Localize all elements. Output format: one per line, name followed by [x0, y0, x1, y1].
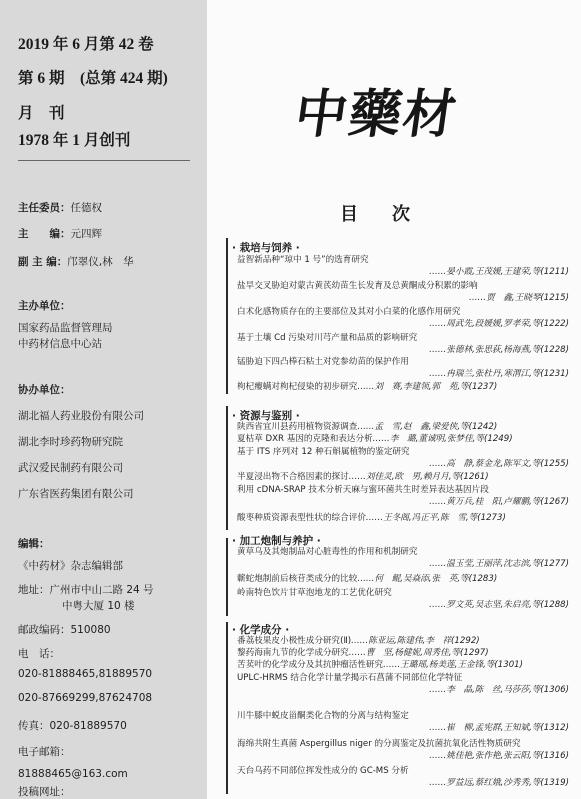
email-address[interactable]: 81888465@163.com — [18, 768, 128, 780]
toc-title: 目次 — [340, 204, 444, 225]
toc-entry[interactable]: 基于土壤 Cd 污染对川芎产量和品质的影响研究 ……张德林,张思荻,杨海燕,等(1228) — [237, 333, 569, 355]
toc-entry[interactable]: 海绵共附生真菌 Aspergillus niger 的分离鉴定及抗菌抗氧化活性物质研究 ……姚佳艳,张作艳,张云阳,等(1316) — [237, 739, 569, 761]
address-line-2: 中粤大厦 10 楼 — [62, 600, 135, 612]
section-heading: · 资源与鉴别 · — [232, 410, 300, 422]
toc-entry[interactable]: 盐旱交叉胁迫对蒙古黄芪幼苗生长发育及总黄酮成分积累的影响 ……贾 鑫,王晓琴(1215) — [237, 281, 569, 303]
editor-in-chief: 主 编：元四辉 — [18, 228, 102, 240]
phone-number: 020-81888465,81889570 — [18, 668, 153, 680]
publication-frequency: 月 刊 — [18, 105, 65, 122]
journal-logo: 中藥材 — [291, 84, 462, 145]
deputy-editor: 副 主 编：邝翠仪,林 华 — [18, 256, 134, 268]
toc-entry-authors: ……何 鲲,吴焱添,张 英,等(1283) — [357, 574, 498, 584]
email-label: 电子邮箱： — [18, 746, 71, 758]
editor-org: 《中药材》杂志编辑部 — [18, 560, 123, 572]
submission-site-label: 投稿网址： — [18, 786, 71, 798]
co-organizer: 湖北福人药业股份有限公司 — [18, 410, 144, 422]
toc-entry[interactable]: 蘄蛇炮制前后核苷类成分的比较……何 鲲,吴焱添,张 英,等(1283) — [237, 574, 498, 584]
toc-entry[interactable]: 利用 cDNA-SRAP 技术分析天麻与蜜环菌共生时差异表达基因片段 ……黄万兵,桂 阳,卢耀鹏,等(1267) — [237, 485, 569, 507]
co-organizer: 湖北李时珍药物研究院 — [18, 436, 123, 448]
toc-entry[interactable]: 黎药海南九节的化学成分研究……曹 坚,杨健妮,周秀佳,等(1297) — [237, 648, 489, 658]
section-bar — [226, 622, 228, 794]
phone-number: 020-87669299,87624708 — [18, 692, 153, 704]
toc-entry-authors: ……刘佳灵,欧 男,赖月月,等(1261) — [348, 472, 489, 482]
toc-entry-authors: ……曹 坚,杨健妮,周秀佳,等(1297) — [348, 648, 489, 658]
section-heading: · 化学成分 · — [232, 624, 290, 636]
section-heading: · 加工炮制与养护 · — [232, 535, 321, 547]
toc-entry[interactable]: 益智新品种“琼中 1 号”的选育研究 ……晏小霞,王茂媛,王建荣,等(1211) — [237, 255, 569, 277]
co-organizer-label: 协办单位： — [18, 384, 71, 396]
toc-entry[interactable]: 川牛膝中蜕皮甾酮类化合物的分离与结构鉴定 ……崔 柳,孟宪群,王知斌,等(1312) — [237, 711, 569, 733]
toc-entry-authors: ……李 璐,董诚明,张梦佳,等(1249) — [372, 434, 513, 444]
address: 地址：广州市中山二路 24 号 — [18, 584, 154, 596]
toc-entry[interactable]: 半夏浸出物不合格因素的探讨……刘佳灵,欧 男,赖月月,等(1261) — [237, 472, 489, 482]
phone-label: 电 话： — [18, 648, 60, 660]
section-heading: · 栽培与饲养 · — [232, 242, 300, 254]
issue-number: 第 6 期 (总第 424 期) — [18, 70, 168, 87]
toc-entry[interactable]: 基于 ITS 序列对 12 种石斛属植物的鉴定研究 ……高 静,蔡金龙,陈军文,等(1255) — [237, 447, 569, 469]
toc-entry[interactable]: 酸枣种质资源表型性状的综合评价……王冬阁,冯正平,陈 雪,等(1273) — [237, 513, 506, 523]
toc-entry-authors: ……王璐瑶,杨美莲,王金锋,等(1301) — [383, 660, 524, 670]
fax: 传真：020-81889570 — [18, 720, 127, 732]
divider — [18, 160, 190, 161]
left-info-column — [0, 0, 207, 799]
toc-entry[interactable]: 番荔枝果皮小极性成分研究(Ⅱ)……陈亚运,陈建伟,李 祥(1292) — [237, 636, 480, 646]
toc-entry[interactable]: 岭南特色饮片甘草泡地龙的工艺优化研究 ……罗文英,吴志坚,朱启亮,等(1288) — [237, 588, 569, 610]
postcode: 邮政编码：510080 — [18, 624, 111, 636]
toc-entry[interactable]: 锰胁迫下四凸棒石粘土对党参幼苗的保护作用 ……冉瑞兰,张杜丹,寒渭江,等(1231) — [237, 357, 569, 379]
toc-entry-authors: ……孟 雪,赵 鑫,梁爱侠,等(1242) — [357, 422, 498, 432]
toc-entry[interactable]: 陕西省宜川县药用植物资源调查……孟 雪,赵 鑫,梁爱侠,等(1242) — [237, 422, 498, 432]
toc-entry[interactable]: 枸杞瘿螨对枸杞侵染的初步研究……刘 赛,李建领,郭 苑,等(1237) — [237, 382, 498, 392]
co-organizer: 武汉爱民制药有限公司 — [18, 462, 123, 474]
co-organizer: 广东省医药集团有限公司 — [18, 488, 134, 500]
toc-entry-authors: ……陈亚运,陈建伟,李 祥(1292) — [351, 636, 480, 646]
sponsor-label: 主办单位： — [18, 300, 71, 312]
toc-entry-authors: ……王冬阁,冯正平,陈 雪,等(1273) — [365, 513, 506, 523]
section-bar — [226, 238, 228, 394]
sponsor-org: 国家药品监督管理局 — [18, 322, 113, 334]
toc-entry[interactable]: 白术化感物质存在的主要部位及其对小白菜的化感作用研究 ……周武先,段媛媛,罗孝荣,等(1222) — [237, 307, 569, 329]
editor-label: 编辑： — [18, 538, 50, 550]
toc-entry-authors: ……刘 赛,李建领,郭 苑,等(1237) — [357, 382, 498, 392]
sponsor-org: 中药材信息中心站 — [18, 338, 102, 350]
toc-entry[interactable]: 黄草乌及其炮制品对心脏毒性的作用和机制研究 ……温玉莹,王丽萍,沈志滨,等(1277) — [237, 547, 569, 569]
section-bar — [226, 406, 228, 530]
toc-entry[interactable]: 苦荬叶的化学成分及其抗肿瘤活性研究……王璐瑶,杨美莲,王金锋,等(1301) — [237, 660, 524, 670]
founded-date: 1978 年 1 月创刊 — [18, 132, 131, 149]
section-bar — [226, 538, 228, 616]
toc-entry[interactable]: 夏枯草 DXR 基因的克隆和表达分析……李 璐,董诚明,张梦佳,等(1249) — [237, 434, 513, 444]
volume-date: 2019 年 6 月第 42 卷 — [18, 36, 154, 53]
toc-entry[interactable]: 天台乌药不同部位挥发性成分的 GC-MS 分析 ……罗益远,蔡红娥,沙秀秀,等(1319) — [237, 766, 569, 788]
editorial-chair: 主任委员：任德权 — [18, 202, 102, 214]
toc-entry[interactable]: UPLC-HRMS 结合化学计量学揭示石菖蒲不同部位化学特征 ……李 晶,陈 丝,马莎莎,等(1306) — [237, 673, 569, 695]
